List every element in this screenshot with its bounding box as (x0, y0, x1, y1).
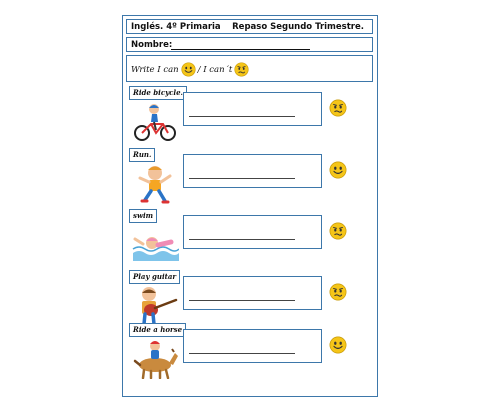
swimming-kid-icon (131, 225, 179, 265)
answer-box[interactable] (183, 215, 322, 249)
smiling-face-icon (329, 161, 347, 179)
answer-line (189, 116, 295, 117)
worksheet (122, 15, 378, 397)
smiling-face-icon (181, 62, 196, 77)
answer-line (189, 239, 295, 240)
answer-box[interactable] (183, 276, 322, 310)
unsure-face-icon (329, 222, 347, 240)
unsure-face-icon (234, 62, 249, 77)
instruction-cant-text: / I can´t (197, 64, 233, 75)
name-field[interactable] (171, 49, 310, 50)
name-label: Nombre: (131, 40, 173, 50)
name-bar (126, 37, 373, 52)
answer-line (189, 178, 295, 179)
exercise-item (123, 148, 379, 210)
horse-rider-icon (131, 339, 179, 379)
exercise-item (123, 209, 379, 271)
activity-label: Ride bicycle. (129, 86, 187, 100)
smiling-face-icon (329, 336, 347, 354)
answer-line (189, 353, 295, 354)
answer-box[interactable] (183, 154, 322, 188)
guitar-kid-icon (131, 286, 179, 326)
activity-label: Ride a horse (129, 323, 186, 337)
activity-label: swim (129, 209, 157, 223)
activity-label: Run. (129, 148, 155, 162)
unsure-face-icon (329, 283, 347, 301)
instruction-bar (126, 55, 373, 82)
title-bar (126, 19, 373, 34)
exercise-item (123, 86, 379, 148)
instruction-can-text: Write I can (131, 64, 179, 75)
unsure-face-icon (329, 99, 347, 117)
answer-box[interactable] (183, 92, 322, 126)
review-title: Repaso Segundo Trimestre. (232, 22, 364, 32)
activity-label: Play guitar (129, 270, 180, 284)
course-title: Inglés. 4º Primaria (131, 22, 221, 32)
running-kid-icon (131, 164, 179, 204)
instruction (131, 62, 249, 77)
exercise-item (123, 323, 379, 385)
bicycle-kid-icon (131, 102, 179, 142)
answer-box[interactable] (183, 329, 322, 363)
answer-line (189, 300, 295, 301)
